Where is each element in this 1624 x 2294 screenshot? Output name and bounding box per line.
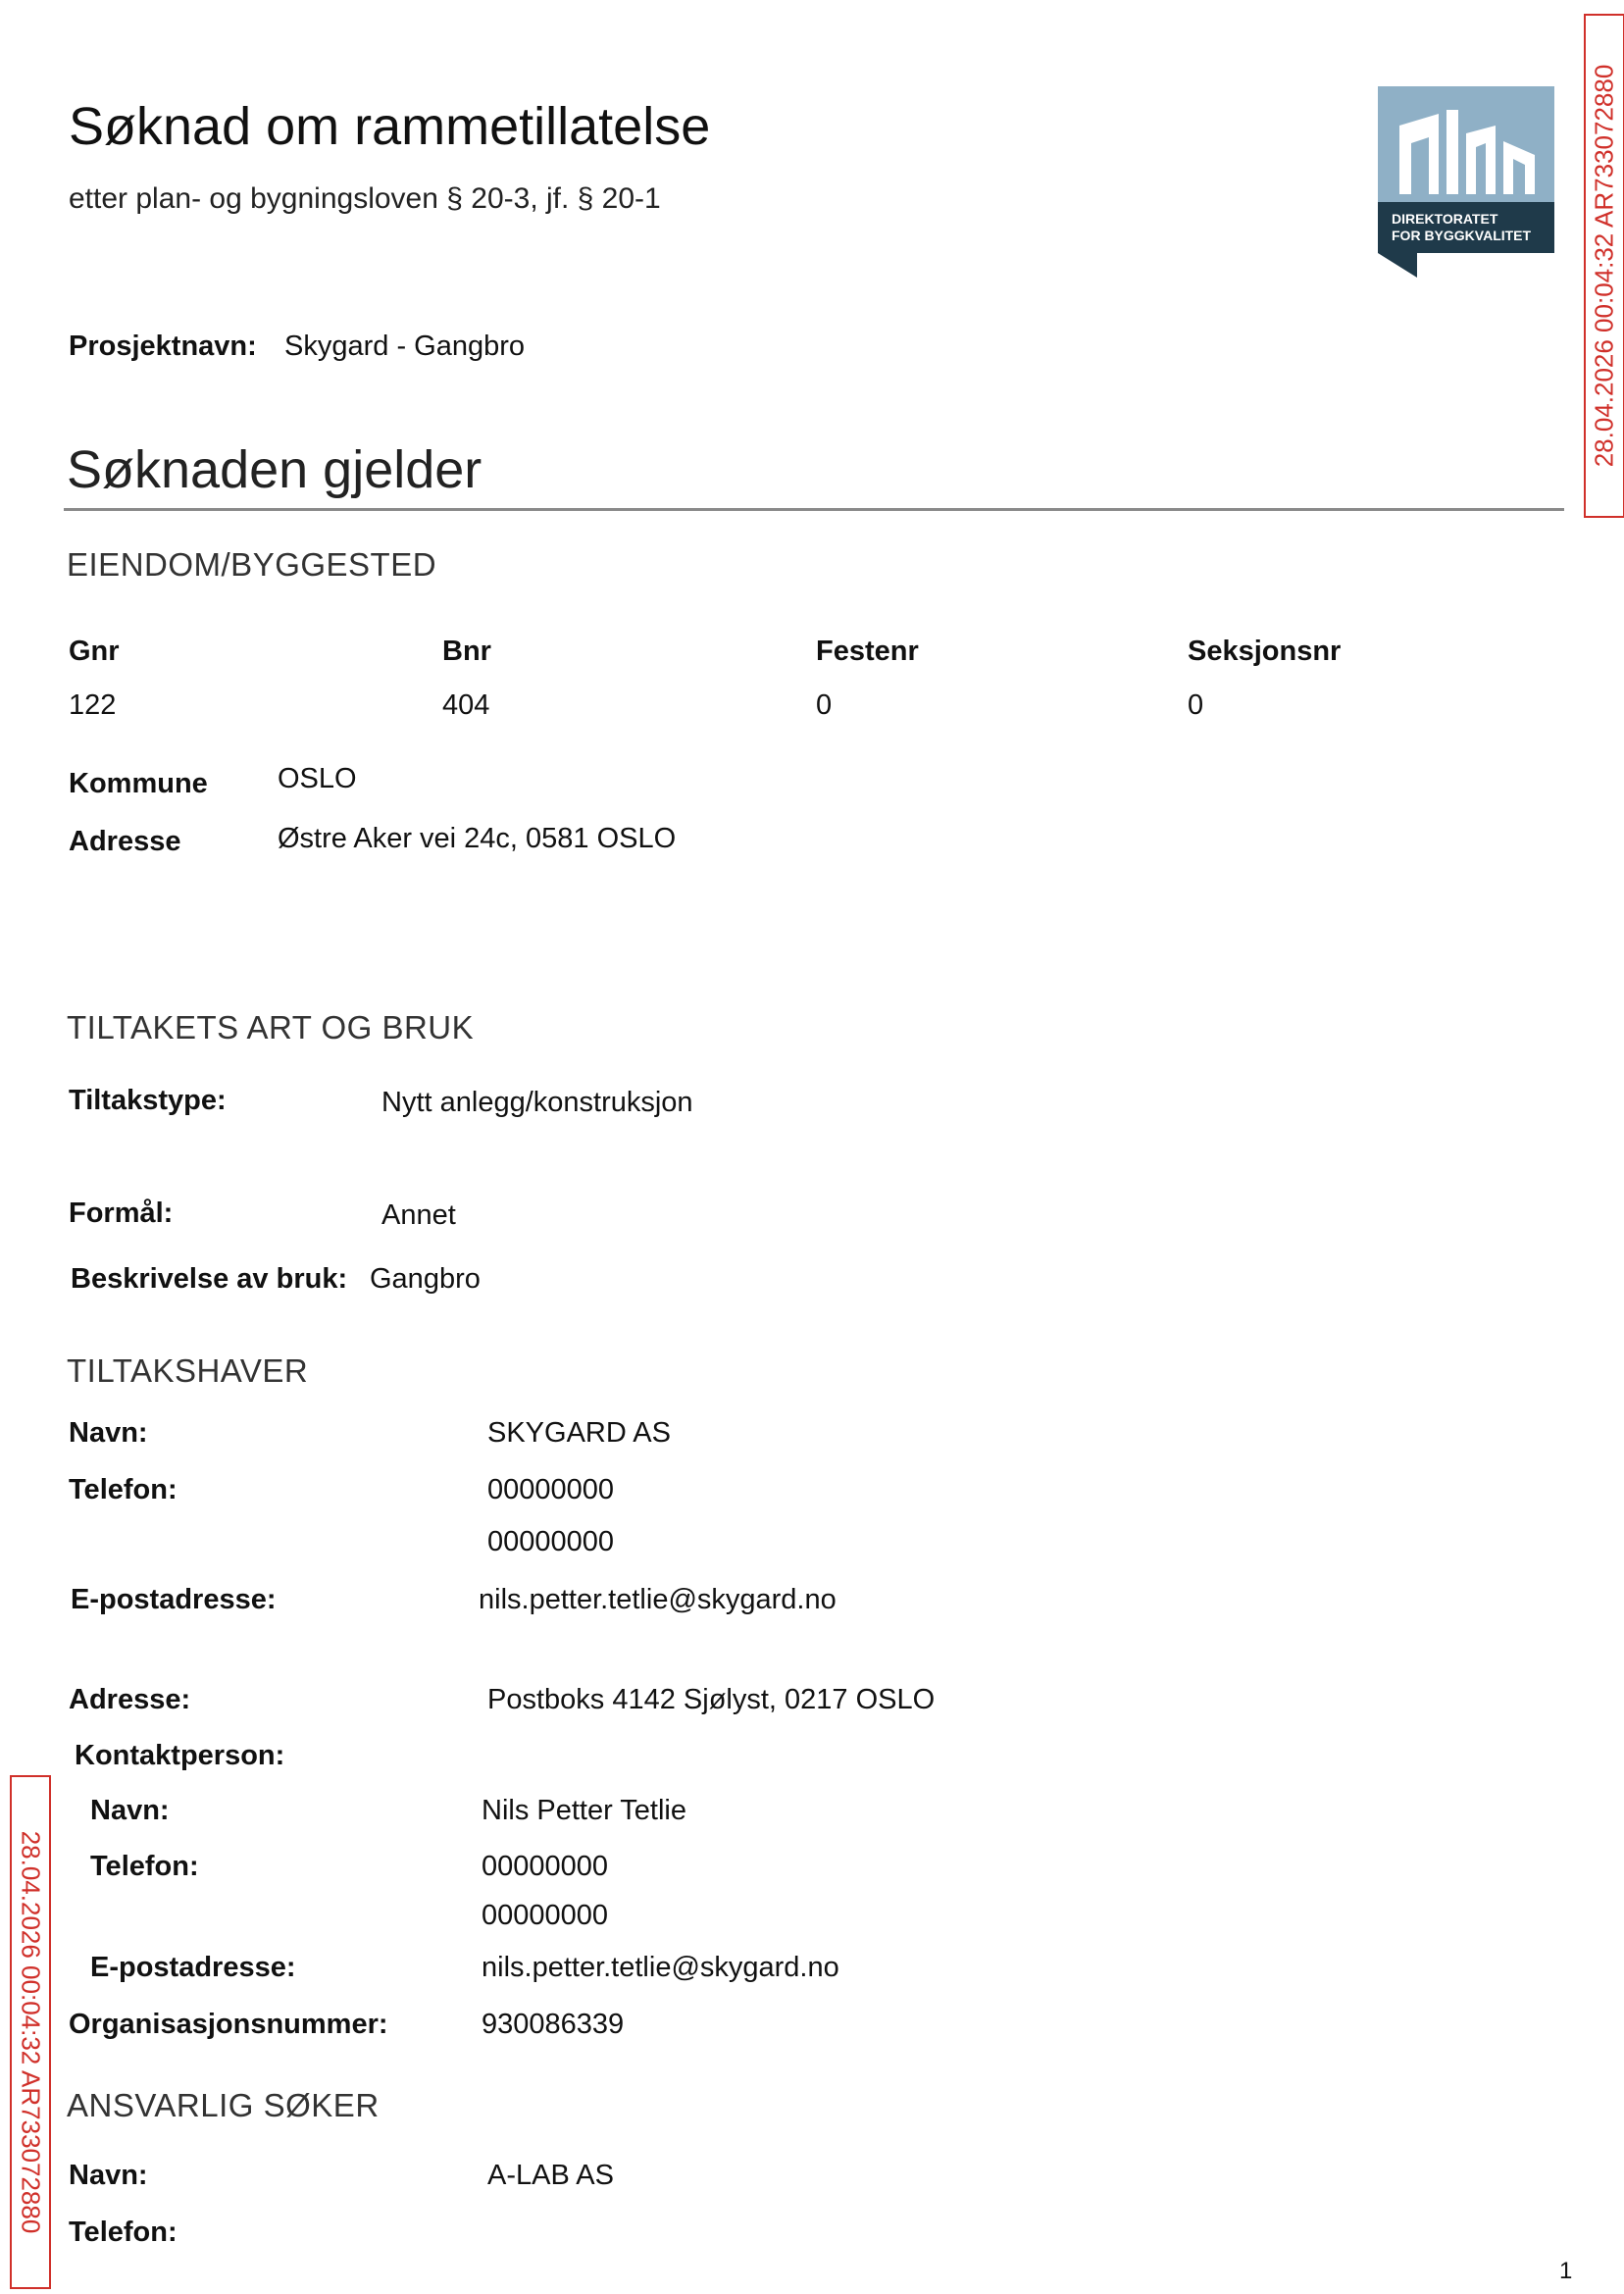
project-label: Prosjektnavn: — [69, 331, 257, 362]
adresse-label: Adresse — [69, 826, 181, 857]
page-number: 1 — [1559, 2258, 1573, 2284]
document-subtitle: etter plan- og bygningsloven § 20-3, jf. § 20-1 — [69, 182, 661, 215]
tiltakstype-label: Tiltakstype: — [69, 1085, 227, 1116]
tiltakshaver-heading: TILTAKSHAVER — [67, 1352, 309, 1389]
kp-epost-value: nils.petter.tetlie@skygard.no — [482, 1952, 839, 1983]
tiltakstype-value: Nytt anlegg/konstruksjon — [381, 1087, 693, 1118]
kp-navn-label: Navn: — [90, 1795, 170, 1826]
bnr-label: Bnr — [442, 636, 491, 667]
festenr-value: 0 — [816, 689, 833, 721]
logo-line2: FOR BYGGKVALITET — [1392, 228, 1532, 243]
stamp-left — [10, 1775, 51, 2289]
orgnr-label: Organisasjonsnummer: — [69, 2009, 388, 2040]
th-navn-value: SKYGARD AS — [487, 1417, 671, 1449]
as-navn-value: A-LAB AS — [487, 2160, 614, 2191]
kontaktperson-label: Kontaktperson: — [75, 1740, 285, 1771]
gnr-value: 122 — [69, 689, 117, 721]
document-title: Søknad om rammetillatelse — [69, 97, 711, 156]
stamp-text: 28.04.2026 00:04:32 AR733072880 — [1589, 64, 1619, 468]
th-adresse-label: Adresse: — [69, 1684, 191, 1715]
tiltak-heading: TILTAKETS ART OG BRUK — [67, 1009, 475, 1045]
section-heading: Søknaden gjelder — [67, 440, 482, 499]
stamp-text: 28.04.2026 00:04:32 AR733072880 — [16, 1830, 46, 2234]
th-telefon2-value: 00000000 — [487, 1526, 615, 1557]
th-telefon-value: 00000000 — [487, 1474, 615, 1505]
kp-epost-label: E-postadresse: — [90, 1952, 296, 1983]
festenr-label: Festenr — [816, 636, 919, 667]
dibk-logo — [1378, 86, 1554, 278]
kp-telefon2-value: 00000000 — [482, 1900, 609, 1931]
th-telefon-label: Telefon: — [69, 1474, 178, 1505]
kp-telefon-label: Telefon: — [90, 1851, 199, 1882]
seksjonsnr-label: Seksjonsnr — [1188, 636, 1342, 667]
logo-line1: DIREKTORATET — [1392, 211, 1498, 227]
bruk-label: Beskrivelse av bruk: — [71, 1263, 348, 1295]
kommune-value: OSLO — [278, 763, 357, 794]
kommune-label: Kommune — [69, 768, 208, 799]
th-epost-value: nils.petter.tetlie@skygard.no — [479, 1584, 837, 1615]
adresse-value: Østre Aker vei 24c, 0581 OSLO — [278, 823, 677, 854]
ansvarlig-heading: ANSVARLIG SØKER — [67, 2087, 380, 2123]
gnr-label: Gnr — [69, 636, 120, 667]
stamp-top-right — [1584, 14, 1624, 518]
bruk-value: Gangbro — [370, 1263, 481, 1295]
th-navn-label: Navn: — [69, 1417, 148, 1449]
th-adresse-value: Postboks 4142 Sjølyst, 0217 OSLO — [487, 1684, 936, 1715]
as-navn-label: Navn: — [69, 2160, 148, 2191]
dibk-logo-icon — [1378, 86, 1554, 278]
project-value: Skygard - Gangbro — [284, 331, 526, 362]
section-divider — [64, 508, 1564, 511]
bnr-value: 404 — [442, 689, 490, 721]
eiendom-heading: EIENDOM/BYGGESTED — [67, 546, 437, 583]
th-epost-label: E-postadresse: — [71, 1584, 277, 1615]
formal-label: Formål: — [69, 1198, 174, 1229]
formal-value: Annet — [381, 1199, 456, 1231]
seksjonsnr-value: 0 — [1188, 689, 1204, 721]
as-telefon-label: Telefon: — [69, 2217, 178, 2248]
kp-telefon-value: 00000000 — [482, 1851, 609, 1882]
kp-navn-value: Nils Petter Tetlie — [482, 1795, 686, 1826]
orgnr-value: 930086339 — [482, 2009, 625, 2040]
